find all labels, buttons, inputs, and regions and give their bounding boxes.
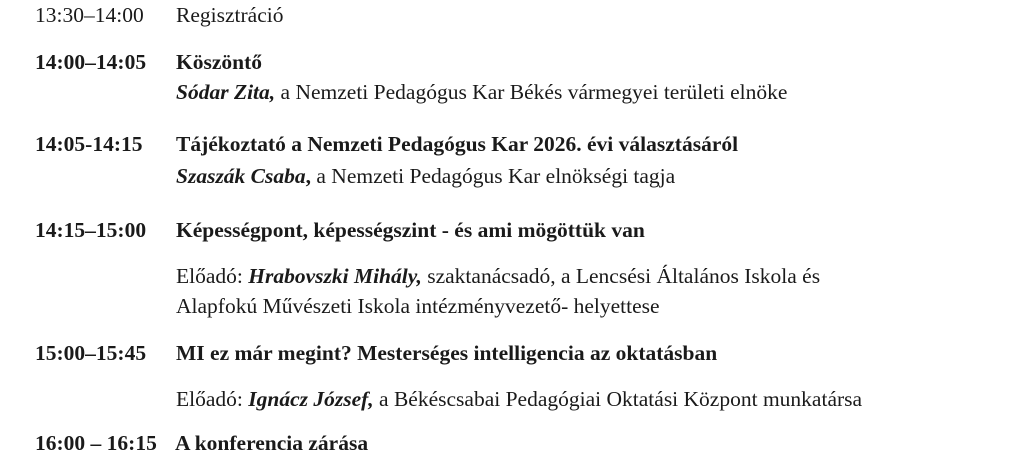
speaker-role-continued: Alapfokú Művészeti Iskola intézményvezető- helyettese	[176, 294, 660, 318]
agenda-title: A konferencia zárása	[175, 431, 369, 455]
speaker-info	[176, 77, 787, 107]
speaker-prefix: Előadó:	[176, 387, 249, 411]
speaker-role: a Nemzeti Pedagógus Kar elnökségi tagja	[311, 164, 676, 188]
speaker-name: Ignácz József,	[248, 387, 374, 411]
agenda-time: 14:15–15:00	[35, 218, 147, 242]
speaker-info	[176, 384, 862, 414]
agenda-time: 13:30–14:00	[35, 3, 144, 27]
agenda-title: MI ez már megint? Mesterséges intelligencia az oktatásban	[176, 341, 718, 365]
agenda-title: Köszöntő	[176, 50, 262, 74]
agenda-title: Regisztráció	[176, 3, 284, 27]
agenda-title: Képességpont, képességszint - és ami mögöttük van	[176, 218, 645, 242]
agenda-title: Tájékoztató a Nemzeti Pedagógus Kar 2026. évi választásáról	[176, 132, 739, 156]
speaker-role: a Nemzeti Pedagógus Kar Békés vármegyei területi elnöke	[275, 80, 788, 104]
speaker-suffix: ,	[305, 164, 312, 188]
agenda-time: 16:00 – 16:15	[35, 431, 157, 455]
agenda-time: 14:00–14:05	[35, 50, 147, 74]
speaker-info	[176, 261, 820, 291]
speaker-info	[176, 161, 675, 191]
speaker-prefix: Előadó:	[176, 264, 249, 288]
speaker-name: Hrabovszki Mihály,	[248, 264, 422, 288]
agenda-time: 14:05-14:15	[35, 132, 143, 156]
agenda-time: 15:00–15:45	[35, 341, 147, 365]
speaker-name: Sódar Zita,	[176, 80, 276, 104]
speaker-role: a Békéscsabai Pedagógiai Oktatási Központ munkatársa	[373, 387, 863, 411]
speaker-name: Szaszák Csaba	[176, 164, 306, 188]
speaker-role: szaktanácsadó, a Lencsési Általános Iskola és	[421, 264, 821, 288]
